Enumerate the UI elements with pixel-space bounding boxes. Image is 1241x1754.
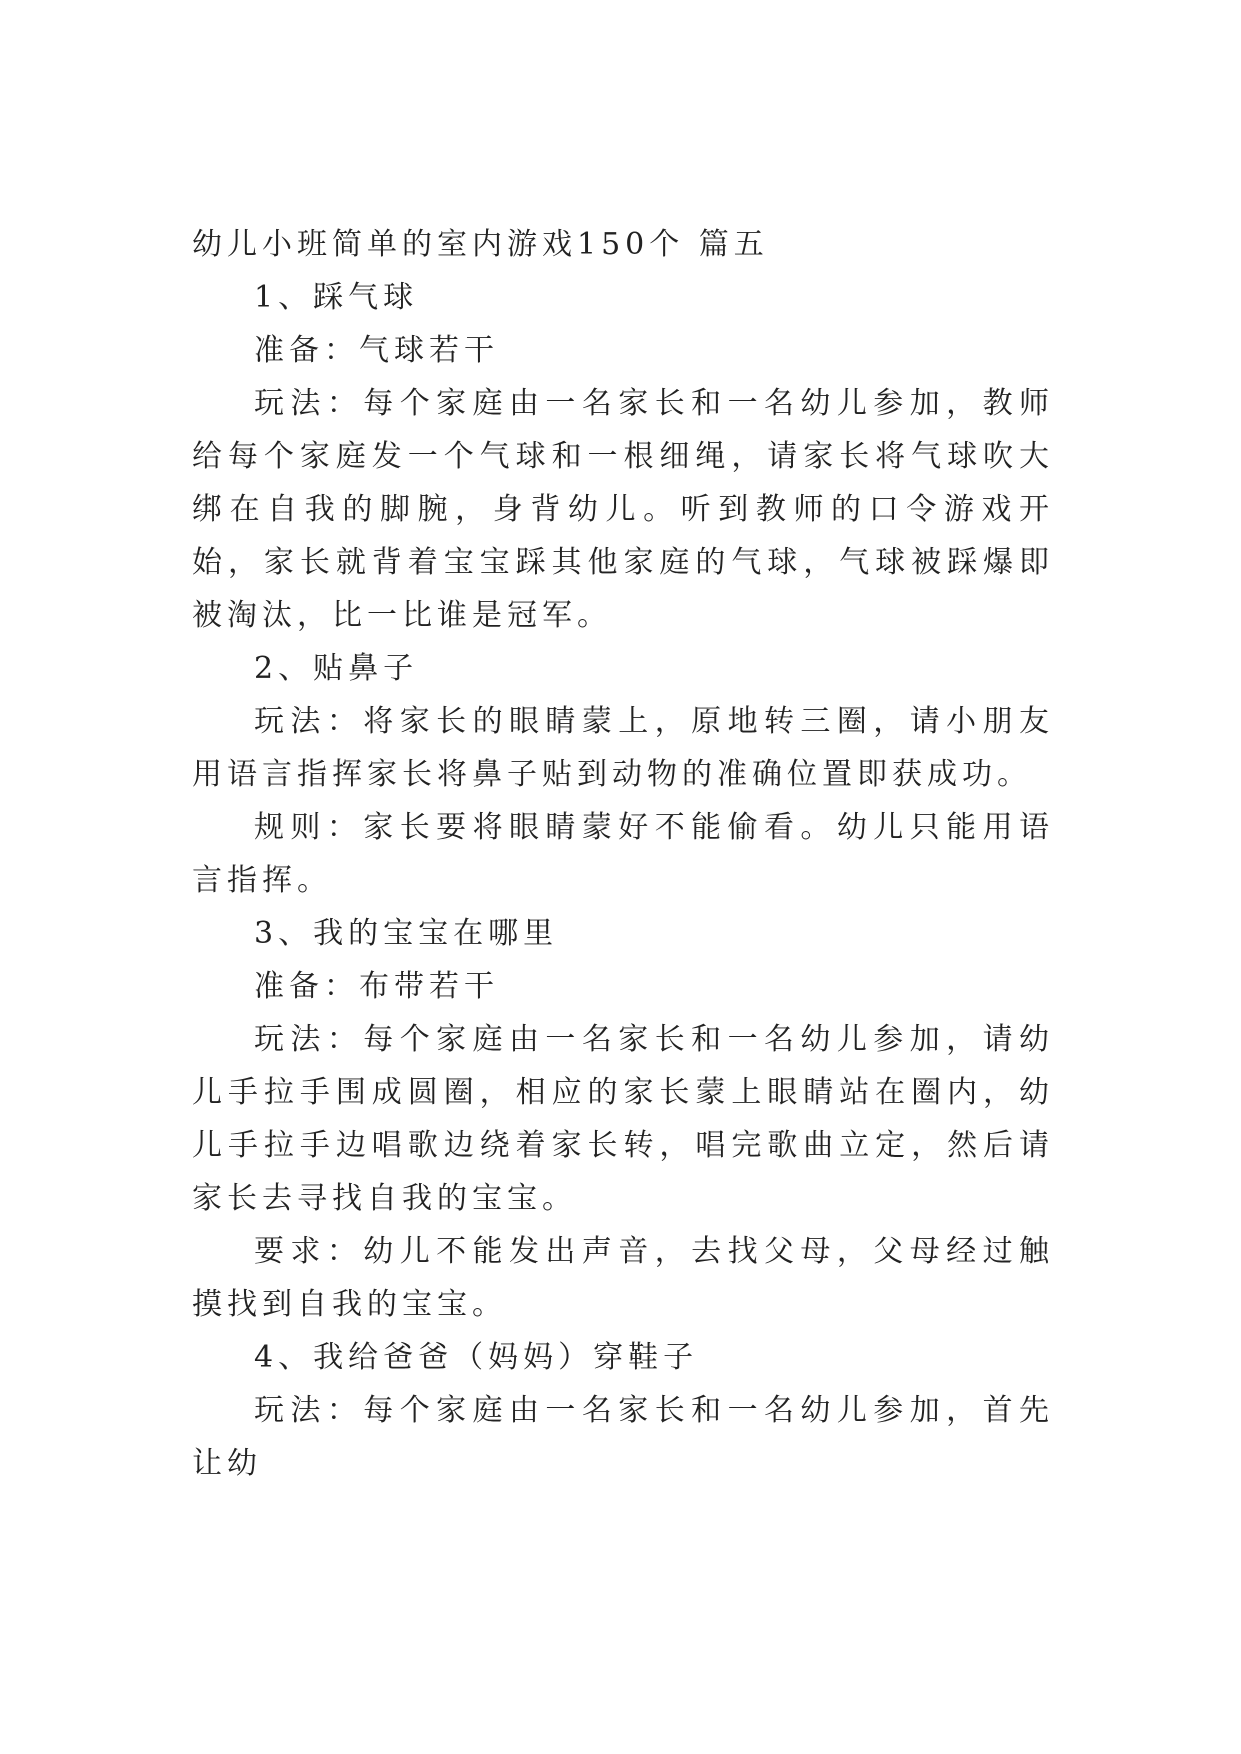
paragraph-requirements-2: 规则：家长要将眼睛蒙好不能偷看。幼儿只能用语言指挥。	[192, 810, 1054, 898]
section-heading-1: 1、踩气球	[254, 280, 419, 315]
paragraph-rules-4: 玩法：每个家庭由一名家长和一名幼儿参加，首先让幼	[192, 1393, 1054, 1481]
paragraph-preparation-1: 准备：气球若干	[254, 333, 499, 368]
section-heading-2: 2、贴鼻子	[254, 651, 419, 686]
paragraph-rules-3: 玩法：每个家庭由一名家长和一名幼儿参加，请幼儿手拉手围成圆圈，相应的家长蒙上眼睛站在圈内，幼儿手拉手边唱歌边绕着家长转，唱完歌曲立定，然后请家长去寻找自我的宝宝。	[192, 1022, 1054, 1216]
document-body	[192, 218, 1054, 1490]
paragraph-requirements-3: 要求：幼儿不能发出声音，去找父母，父母经过触摸找到自我的宝宝。	[192, 1234, 1054, 1322]
paragraph-rules-2: 玩法：将家长的眼睛蒙上，原地转三圈，请小朋友用语言指挥家长将鼻子贴到动物的准确位置即获成功。	[192, 704, 1054, 792]
paragraph-rules-1: 玩法：每个家庭由一名家长和一名幼儿参加，教师给每个家庭发一个气球和一根细绳，请家长将气球吹大绑在自我的脚腕，身背幼儿。听到教师的口令游戏开始，家长就背着宝宝踩其他家庭的气球，气球被踩爆即被淘汰，比一比谁是冠军。	[192, 386, 1054, 633]
section-heading-3: 3、我的宝宝在哪里	[254, 916, 559, 951]
document-title: 幼儿小班简单的室内游戏150个 篇五	[192, 227, 769, 262]
section-heading-4: 4、我给爸爸（妈妈）穿鞋子	[254, 1340, 699, 1375]
paragraph-preparation-3: 准备：布带若干	[254, 969, 499, 1004]
